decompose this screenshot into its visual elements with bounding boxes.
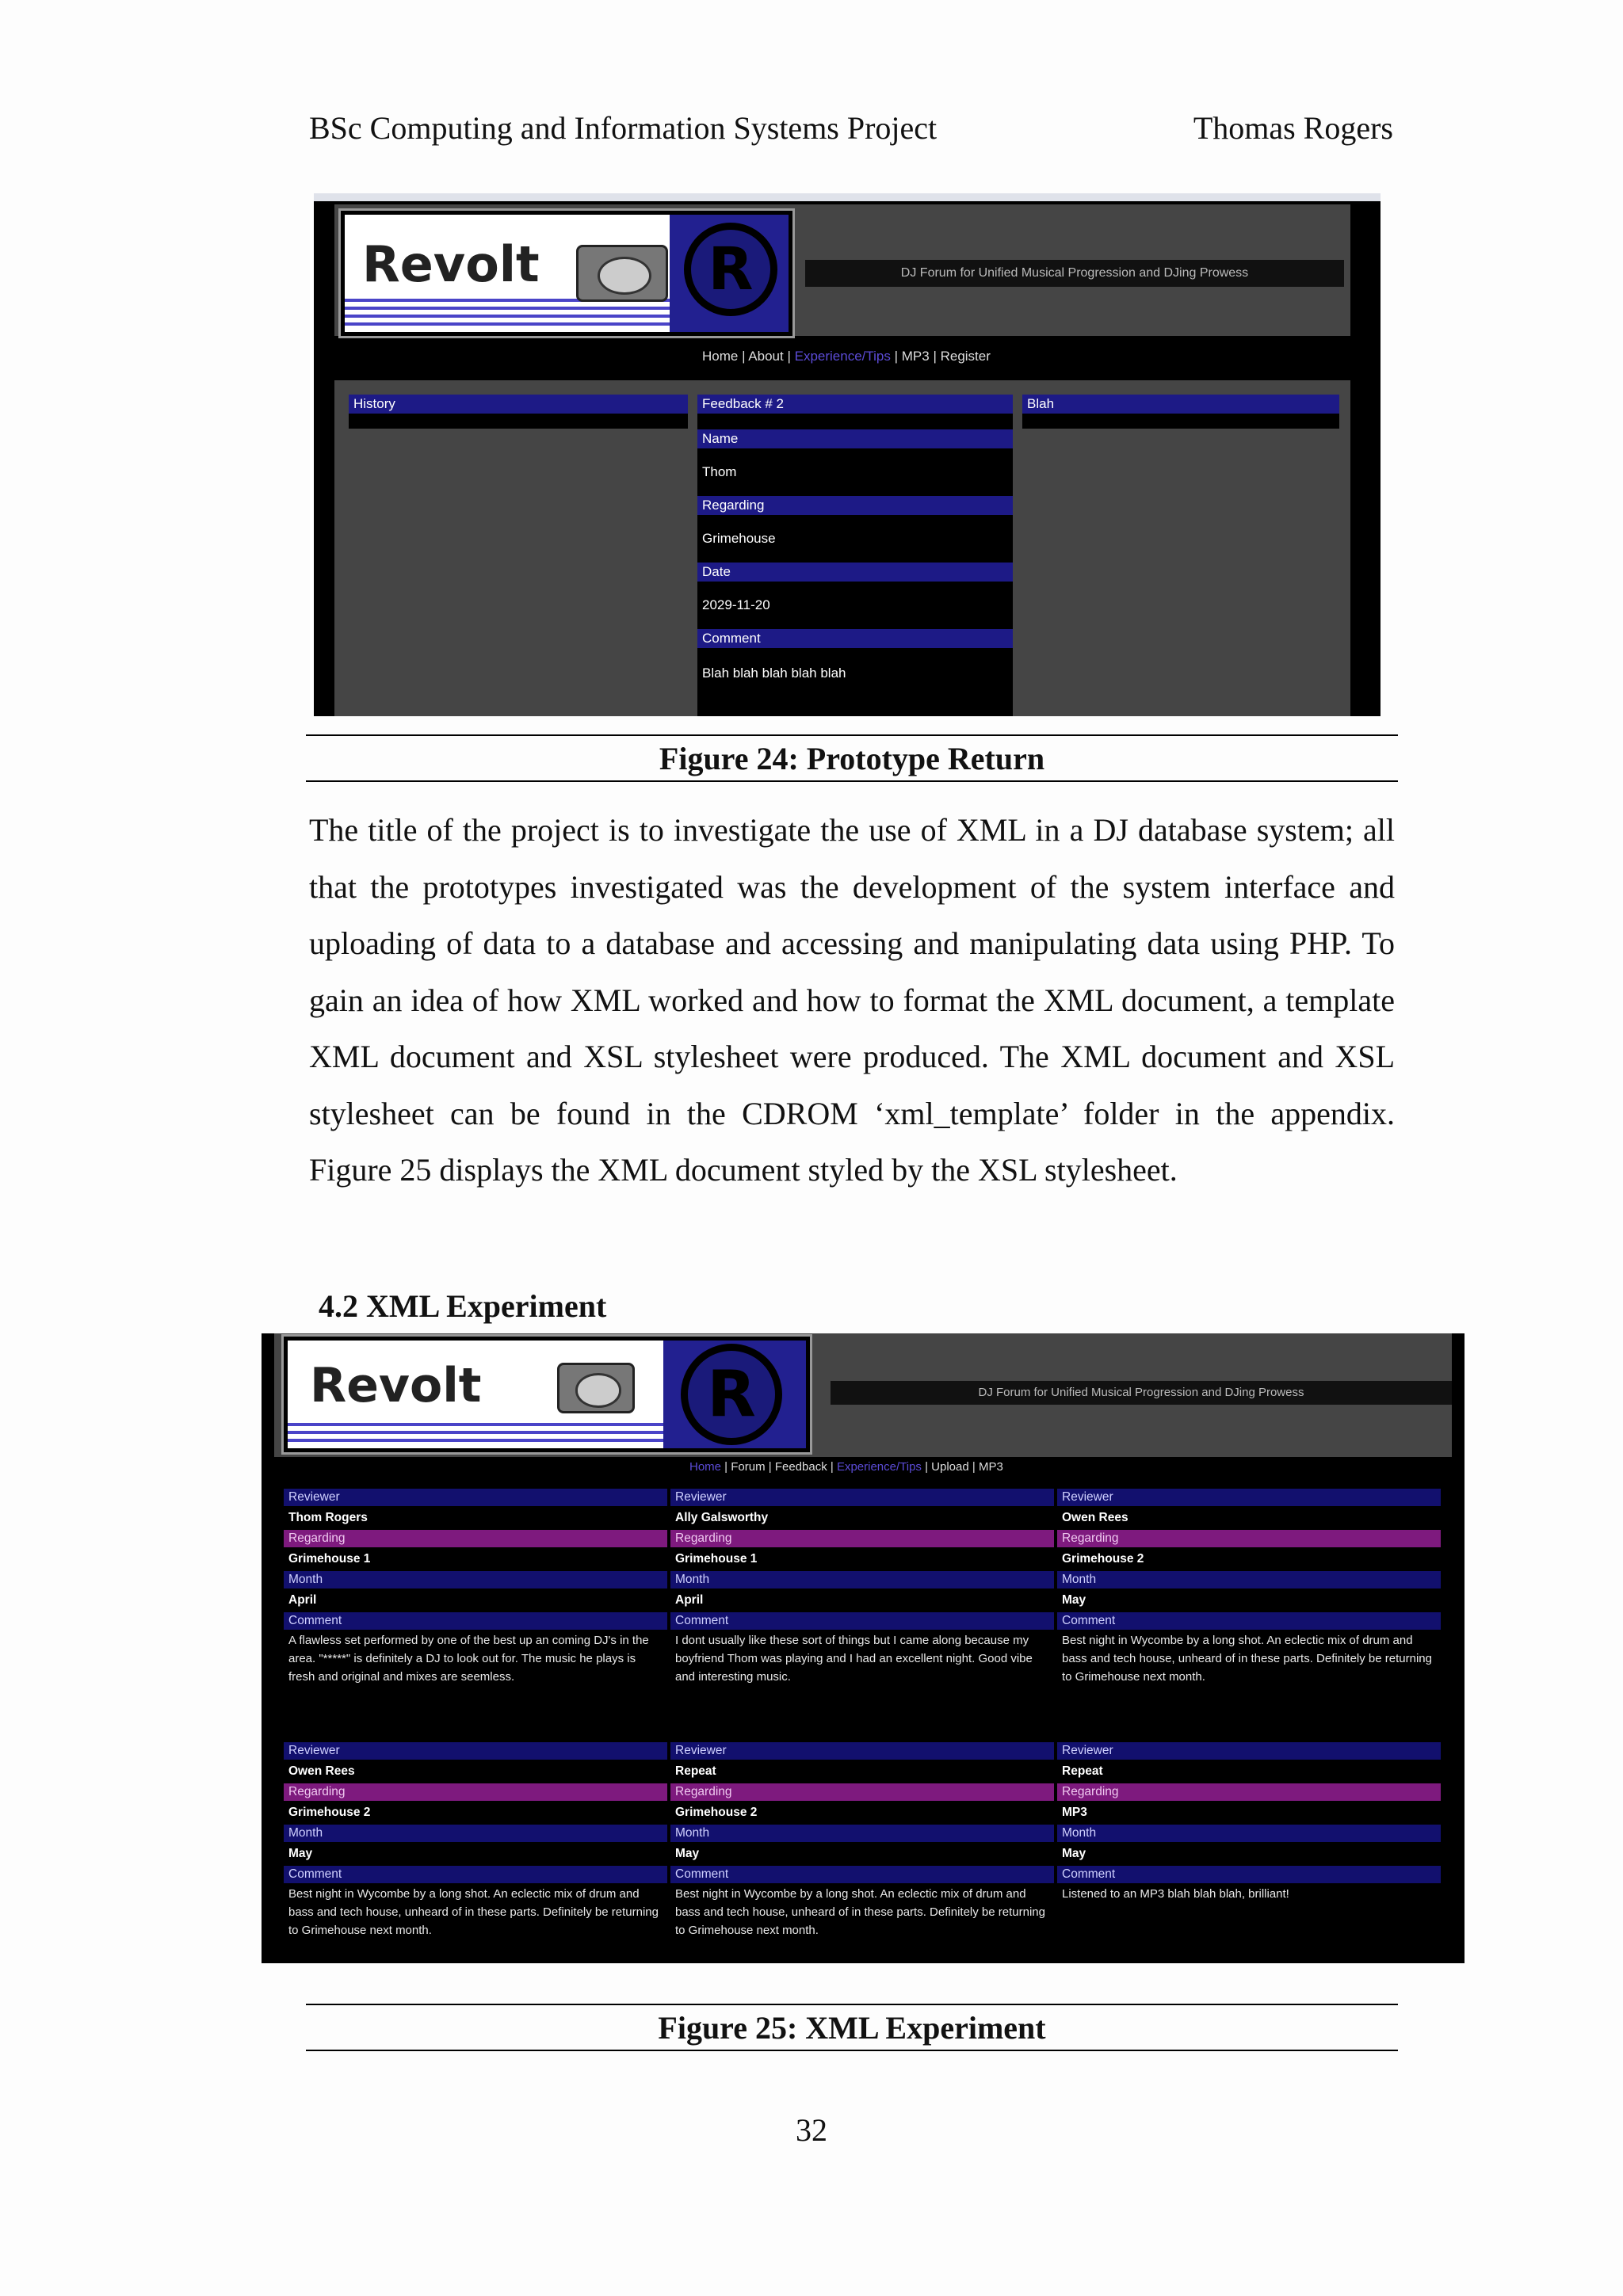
month-label: Month: [284, 1571, 667, 1589]
comment-value: Best night in Wycombe by a long shot. An eclectic mix of drum and bass and tech house, unheard of in these parts. Definitely be returning to Grimehouse next month.: [675, 1887, 1045, 1937]
reviewer-label: Reviewer: [284, 1489, 667, 1506]
month-label: Month: [284, 1825, 667, 1842]
field-label: Comment: [697, 629, 1013, 648]
review-card: [670, 1489, 1054, 1686]
comment-label: Comment: [670, 1612, 1054, 1630]
reviewer-value: Repeat: [675, 1764, 716, 1778]
review-card: [1057, 1742, 1441, 1903]
site-tagline: DJ Forum for Unified Musical Progression and DJing Prowess: [805, 260, 1344, 287]
revolt-logo: [284, 1337, 810, 1452]
comment-value: Best night in Wycombe by a long shot. An eclectic mix of drum and bass and tech house, unheard of in these parts. Definitely be returning to Grimehouse next month.: [1062, 1634, 1432, 1684]
history-heading: History: [349, 395, 688, 414]
running-header-author: Thomas Rogers: [1193, 110, 1393, 146]
nav-home[interactable]: Home: [702, 349, 739, 364]
logo-mark-block: [663, 1341, 806, 1448]
regarding-value: Grimehouse 2: [675, 1806, 758, 1819]
regarding-label: Regarding: [670, 1783, 1054, 1801]
field-value: 2029-11-20: [702, 597, 770, 612]
figure-24-screenshot: [314, 193, 1381, 716]
reviewer-value: Ally Galsworthy: [675, 1511, 769, 1524]
blah-heading: Blah: [1022, 395, 1339, 414]
nav-mp3[interactable]: MP3: [901, 349, 930, 364]
reviewer-label: Reviewer: [1057, 1742, 1441, 1760]
regarding-value: Grimehouse 2: [1062, 1552, 1144, 1566]
reviewer-value: Owen Rees: [288, 1764, 355, 1778]
month-value: May: [675, 1847, 700, 1860]
caption-rule-bottom: [306, 2050, 1398, 2051]
nav-forum[interactable]: Forum: [731, 1460, 766, 1474]
month-value: May: [1062, 1593, 1086, 1607]
feedback-panel: [697, 395, 1013, 716]
nav-home[interactable]: Home: [689, 1460, 722, 1474]
comment-value: Best night in Wycombe by a long shot. An eclectic mix of drum and bass and tech house, unheard of in these parts. Definitely be returning to Grimehouse next month.: [288, 1887, 659, 1937]
review-card: [284, 1489, 667, 1686]
comment-value: I dont usually like these sort of things but I came along because my boyfriend Thom was playing and I had an excellent night. Good vibe and interesting music.: [675, 1634, 1033, 1684]
regarding-value: Grimehouse 1: [288, 1552, 371, 1566]
review-card: [1057, 1489, 1441, 1686]
reviewer-label: Reviewer: [284, 1742, 667, 1760]
registered-icon: R: [684, 223, 777, 316]
site-banner: [334, 204, 1350, 336]
comment-label: Comment: [284, 1866, 667, 1883]
comment-value: Listened to an MP3 blah blah blah, brilliant!: [1062, 1887, 1289, 1901]
revolt-logo: [341, 211, 792, 336]
history-panel: [349, 395, 688, 429]
caption-rule-top: [306, 2004, 1398, 2005]
feedback-title: Feedback # 2: [697, 395, 1013, 414]
site-tagline: DJ Forum for Unified Musical Progression and DJing Prowess: [831, 1381, 1452, 1405]
regarding-label: Regarding: [284, 1783, 667, 1801]
blah-panel: [1022, 395, 1339, 429]
nav-mp3[interactable]: MP3: [978, 1460, 1003, 1474]
nav-upload[interactable]: Upload: [931, 1460, 969, 1474]
month-value: April: [288, 1593, 317, 1607]
field-label: Date: [697, 563, 1013, 582]
comment-label: Comment: [284, 1612, 667, 1630]
nav-experience[interactable]: Experience/Tips: [836, 1460, 922, 1474]
section-heading: 4.2 XML Experiment: [319, 1288, 607, 1324]
regarding-value: Grimehouse 2: [288, 1806, 371, 1819]
registered-icon: R: [681, 1344, 782, 1445]
field-label: Regarding: [697, 496, 1013, 515]
reviewer-value: Repeat: [1062, 1764, 1103, 1778]
turntable-icon: [576, 245, 668, 302]
site-banner: [274, 1333, 1452, 1457]
reviewer-value: Owen Rees: [1062, 1511, 1128, 1524]
field-value: Grimehouse: [702, 531, 776, 546]
reviewer-label: Reviewer: [670, 1489, 1054, 1506]
reviewer-label: Reviewer: [670, 1742, 1054, 1760]
comment-label: Comment: [1057, 1612, 1441, 1630]
figure-25-caption: Figure 25: XML Experiment: [658, 2010, 1046, 2046]
month-label: Month: [1057, 1825, 1441, 1842]
reviewer-value: Thom Rogers: [288, 1511, 368, 1524]
reviewer-label: Reviewer: [1057, 1489, 1441, 1506]
review-card: [670, 1742, 1054, 1939]
comment-label: Comment: [670, 1866, 1054, 1883]
field-value: Thom: [702, 464, 737, 479]
regarding-value: Grimehouse 1: [675, 1552, 758, 1566]
nav-about[interactable]: About: [748, 349, 784, 364]
nav-register[interactable]: Register: [940, 349, 991, 364]
site-nav: Home | Forum | Feedback | Experience/Tips | Upload | MP3: [689, 1460, 1003, 1474]
field-label: Name: [697, 429, 1013, 448]
regarding-label: Regarding: [670, 1530, 1054, 1547]
figure-24-caption: Figure 24: Prototype Return: [659, 741, 1045, 776]
nav-experience[interactable]: Experience/Tips: [794, 349, 891, 364]
month-label: Month: [670, 1571, 1054, 1589]
figure-25-screenshot: [262, 1333, 1465, 1963]
logo-mark-block: [670, 215, 789, 332]
month-value: May: [288, 1847, 313, 1860]
page-number: 32: [796, 2112, 827, 2148]
nav-feedback[interactable]: Feedback: [774, 1460, 827, 1474]
browser-edge: [314, 193, 1381, 201]
regarding-label: Regarding: [1057, 1530, 1441, 1547]
running-header-title: BSc Computing and Information Systems Project: [309, 110, 938, 146]
body-paragraph: The title of the project is to investigate the use of XML in a DJ database system; all that the prototypes investigated was the development of the system interface and uploading of data to a database and accessing and manipulating data using PHP. To gain an idea of how XML worked and how to format the XML document, a template XML document and XSL stylesheet were produced. The XML document and XSL stylesheet can be found in the CDROM ‘xml_template’ folder in the appendix. Figure 25 displays the XML document styled by the XSL stylesheet.: [309, 812, 1395, 1188]
caption-rule-top: [306, 734, 1398, 736]
site-nav: Home | About | Experience/Tips | MP3 | Register: [702, 349, 991, 364]
regarding-value: MP3: [1062, 1806, 1087, 1819]
logo-wordmark: Revolt: [362, 235, 540, 293]
regarding-label: Regarding: [284, 1530, 667, 1547]
month-label: Month: [1057, 1571, 1441, 1589]
month-value: May: [1062, 1847, 1086, 1860]
month-value: April: [675, 1593, 704, 1607]
turntable-icon: [557, 1363, 635, 1413]
field-value: Blah blah blah blah blah: [702, 666, 846, 681]
regarding-label: Regarding: [1057, 1783, 1441, 1801]
comment-value: A flawless set performed by one of the best up an coming DJ's in the area. "*****" is definitely a DJ to look out for. The music he plays is fresh and original and mixes are seemless.: [288, 1634, 649, 1684]
comment-label: Comment: [1057, 1866, 1441, 1883]
month-label: Month: [670, 1825, 1054, 1842]
review-card: [284, 1742, 667, 1939]
content-area: [334, 380, 1350, 716]
caption-rule-bottom: [306, 780, 1398, 782]
logo-wordmark: Revolt: [310, 1358, 482, 1413]
